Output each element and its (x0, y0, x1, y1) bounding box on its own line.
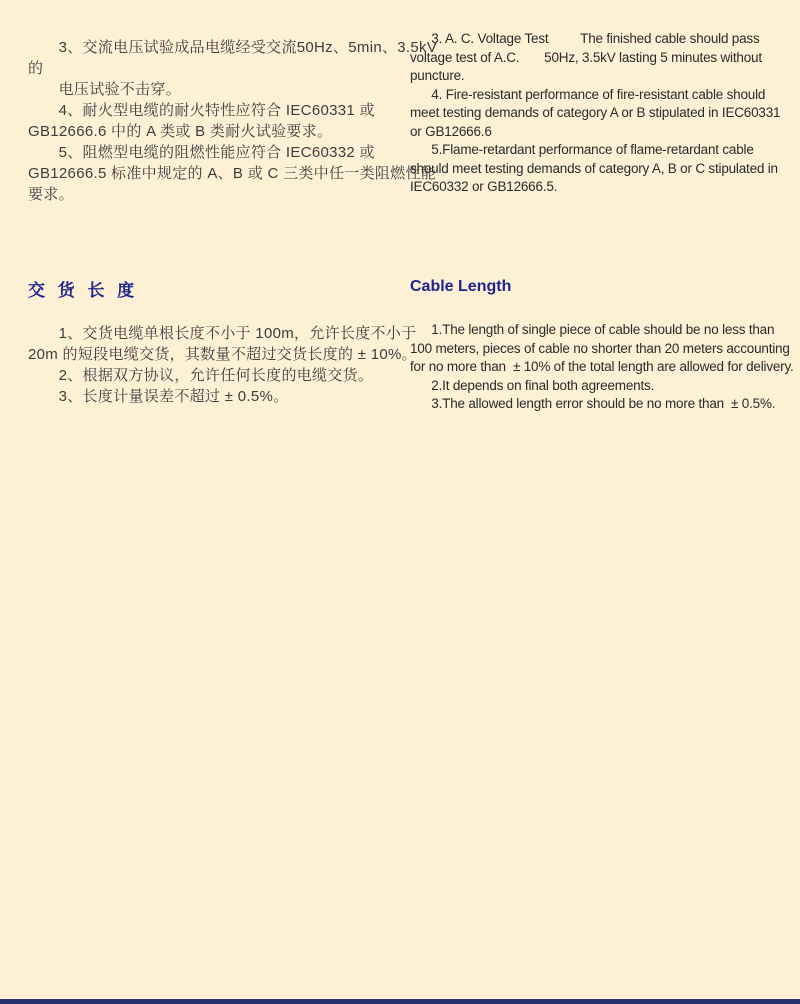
text-line: 20m 的短段电缆交货，其数量不超过交货长度的 ± 10%。 (28, 346, 417, 363)
test-requirements-en (410, 30, 781, 197)
text-line: 1、交货电缆单根长度不小于 100m，允许长度不小于 (28, 325, 417, 342)
text-line: for no more than ± 10% of the total length are allowed for delivery. (410, 359, 794, 374)
footer-accent-bar (0, 999, 800, 1004)
text-line: 3.The allowed length error should be no more than ± 0.5%. (410, 396, 776, 411)
text-line: 3、交流电压试验成品电缆经受交流50Hz、5min、3.5kV (28, 39, 438, 56)
text-line: 4. Fire-resistant performance of fire-resistant cable should (410, 86, 766, 102)
text-line: 3. A. C. Voltage Test The finished cable should pass (410, 31, 760, 46)
cable-length-en (410, 321, 794, 414)
text-line: 5.Flame-retardant performance of flame-retardant cable (410, 142, 754, 157)
text-line: puncture. (410, 68, 465, 83)
delivery-length-heading-zh: 交 货 长 度 (28, 281, 139, 300)
text-line: 要求。 (28, 186, 74, 203)
text-line: IEC60332 or GB12666.5. (410, 179, 558, 194)
text-line: GB12666.6 中的 A 类或 B 类耐火试验要求。 (28, 123, 333, 140)
text-line: meet testing demands of category A or B stipulated in IEC60331 (410, 105, 781, 120)
text-line: should meet testing demands of category A, B or C stipulated in (410, 160, 778, 176)
text-line: or GB12666.6 (410, 123, 492, 139)
text-line: GB12666.5 标准中规定的 A、B 或 C 三类中任一类阻燃性能 (28, 165, 437, 182)
text-line: 2.It depends on final both agreements. (410, 377, 655, 393)
delivery-length-zh (28, 323, 417, 407)
cable-length-heading-en: Cable Length (410, 278, 512, 295)
text-line: voltage test of A.C. 50Hz, 3.5kV lasting 5 minutes without (410, 49, 762, 65)
text-line: 100 meters, pieces of cable no shorter than 20 meters accounting (410, 340, 790, 356)
text-line: 电压试验不击穿。 (28, 81, 182, 98)
text-line: 3、长度计量误差不超过 ± 0.5%。 (28, 388, 289, 405)
text-line: 1.The length of single piece of cable should be no less than (410, 322, 775, 337)
text-line: 4、耐火型电缆的耐火特性应符合 IEC60331 或 (28, 102, 375, 119)
text-line: 2、根据双方协议，允许任何长度的电缆交货。 (28, 367, 374, 384)
text-line: 的 (28, 60, 44, 77)
text-line: 5、阻燃型电缆的阻燃性能应符合 IEC60332 或 (28, 144, 375, 161)
